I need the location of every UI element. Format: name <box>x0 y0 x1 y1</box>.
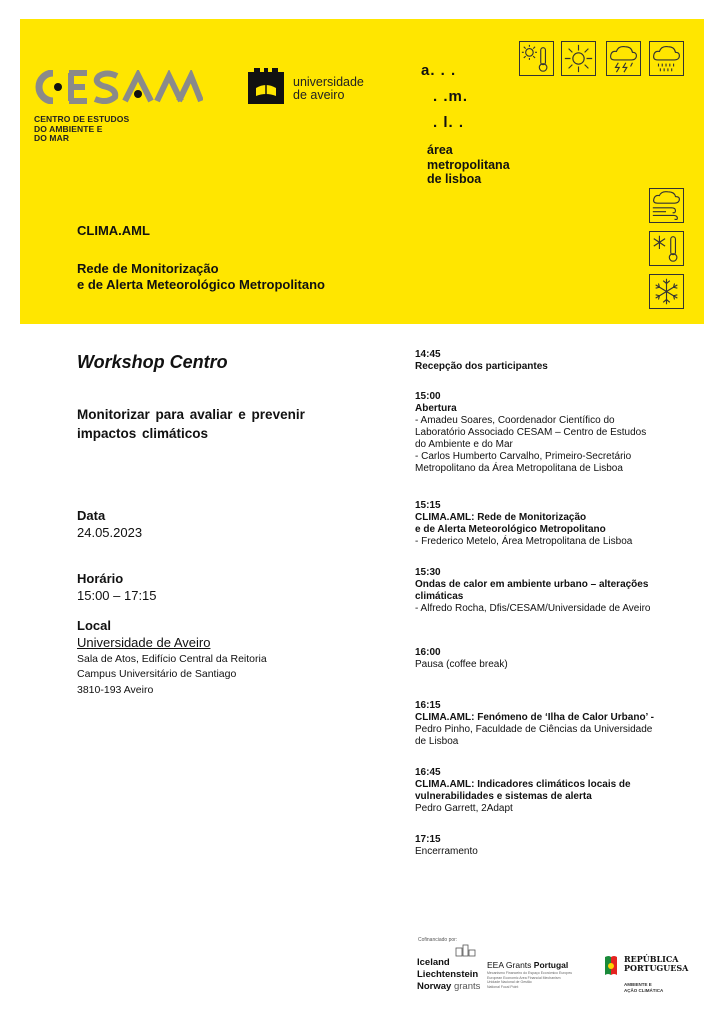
agenda-time: 17:15 <box>415 834 441 845</box>
wind-cloud-icon <box>649 188 684 223</box>
date-value: 24.05.2023 <box>77 525 143 540</box>
aml-name-line: área <box>427 143 453 157</box>
ministry-label <box>624 982 663 993</box>
time-label: Horário <box>77 571 124 586</box>
ministry-line: AÇÃO CLIMÁTICA <box>624 987 664 993</box>
eea-country: Portugal <box>533 960 569 970</box>
agenda-time: 16:45 <box>415 767 441 778</box>
iceland-liechtenstein-norway-logo <box>417 957 480 993</box>
agenda-text: - Amadeu Soares, Coordenador Científico do <box>415 415 615 426</box>
agenda-time: 15:00 <box>415 391 441 402</box>
aml-logo-row: a. . . <box>421 62 457 79</box>
agenda-time: 16:15 <box>415 700 441 711</box>
agenda-item <box>415 647 690 671</box>
agenda-heading: vulnerabilidades e sistemas de alerta <box>415 791 592 802</box>
agenda-heading: e de Alerta Meteorológico Metropolitano <box>415 524 606 535</box>
agenda-item <box>415 834 690 858</box>
eea-small-line: National Focal Point <box>487 984 519 989</box>
ua-emblem-icon <box>246 66 286 106</box>
cesam-subtitle-line: DO AMBIENTE E <box>34 123 103 134</box>
cesam-logo <box>33 70 203 104</box>
location-name-link[interactable]: Universidade de Aveiro <box>77 635 211 650</box>
project-code: CLIMA.AML <box>77 223 150 238</box>
portuguese-flag-icon <box>603 955 619 977</box>
agenda-heading: CLIMA.AML: Fenómeno de ‘Ilha de Calor Urbano’ - <box>415 712 654 723</box>
agenda-heading: Ondas de calor em ambiente urbano – alterações <box>415 579 649 590</box>
project-title-line: e de Alerta Meteorológico Metropolitano <box>77 277 325 292</box>
agenda-text: de Lisboa <box>415 736 459 747</box>
agenda-text: Pausa (coffee break) <box>415 659 508 670</box>
snowflake-icon <box>649 274 684 309</box>
cesam-subtitle-line: CENTRO DE ESTUDOS <box>34 114 130 124</box>
workshop-subtitle: Monitorizar para avaliar e prevenir impactos climáticos <box>77 407 305 441</box>
eea-small-line: European Economic Area Financial Mechanism <box>487 975 561 980</box>
agenda-text: do Ambiente e do Mar <box>415 439 513 450</box>
aml-name-line: de lisboa <box>427 172 482 186</box>
agenda-text: - Carlos Humberto Carvalho, Primeiro-Secretário <box>415 451 632 462</box>
ua-line: de aveiro <box>293 88 345 102</box>
financed-label: Cofinanciado por: <box>418 937 458 943</box>
date-label: Data <box>77 508 106 523</box>
donor-country: Iceland <box>417 957 450 968</box>
agenda-item <box>415 767 690 815</box>
ua-line: universidade <box>293 75 364 89</box>
cesam-subtitle <box>34 115 129 144</box>
cesam-subtitle-line: DO MAR <box>34 133 70 143</box>
eea-small-line: Unidade Nacional de Gestão <box>487 980 532 984</box>
location-label: Local <box>77 618 111 633</box>
republic-line: REPÚBLICA <box>624 954 679 964</box>
aml-name-line: metropolitana <box>427 157 510 172</box>
agenda-heading: Abertura <box>415 403 457 414</box>
agenda-text: Laboratório Associado CESAM – Centro de Estudos <box>415 427 647 438</box>
republic-line: PORTUGUESA <box>624 963 689 973</box>
agenda-text: Pedro Pinho, Faculdade de Ciências da Universidade <box>415 724 653 735</box>
location-line: Campus Universitário de Santiago <box>77 668 237 680</box>
agenda-heading: Recepção dos participantes <box>415 361 548 372</box>
thermometer-hot-icon <box>519 41 554 76</box>
agenda-time: 16:00 <box>415 647 441 658</box>
sun-icon <box>561 41 596 76</box>
donor-country: Liechtenstein <box>417 969 479 980</box>
aml-logo-row: . l. . <box>433 114 465 131</box>
aml-name <box>427 143 510 187</box>
eea-small-print <box>487 971 577 989</box>
agenda-text: Encerramento <box>415 846 478 857</box>
agenda-item <box>415 391 690 475</box>
agenda-heading: climáticas <box>415 591 464 602</box>
republica-portuguesa <box>624 955 688 973</box>
eea-prefix: EEA Grants <box>487 960 532 970</box>
workshop-title: Workshop Centro <box>77 352 228 372</box>
project-title <box>77 261 325 293</box>
agenda-text: - Alfredo Rocha, Dfis/CESAM/Universidade de Aveiro <box>415 603 651 614</box>
ministry-line: AMBIENTE E <box>624 982 652 987</box>
agenda-heading: CLIMA.AML: Indicadores climáticos locais de <box>415 779 631 790</box>
eea-grants-portugal <box>487 960 568 970</box>
agenda-time: 15:30 <box>415 567 441 578</box>
agenda-item <box>415 700 690 748</box>
project-title-line: Rede de Monitorização <box>77 261 219 276</box>
aml-logo-row: . .m. <box>433 88 469 105</box>
eea-grants-icon <box>455 943 477 957</box>
cold-thermometer-icon <box>649 231 684 266</box>
agenda-item <box>415 567 690 615</box>
agenda-item <box>415 500 690 548</box>
agenda-heading: CLIMA.AML: Rede de Monitorização <box>415 512 587 523</box>
location-line: 3810-193 Aveiro <box>77 684 154 696</box>
eea-small-line: Mecanismo Financeiro do Espaço Económico Europeu <box>487 971 573 975</box>
agenda-time: 14:45 <box>415 349 441 360</box>
time-value: 15:00 – 17:15 <box>77 588 157 603</box>
donor-country: Norway <box>417 981 452 992</box>
agenda-text: - Frederico Metelo, Área Metropolitana de Lisboa <box>415 536 633 547</box>
ua-wordmark <box>293 76 364 102</box>
grants-word: grants <box>453 981 481 992</box>
agenda-text: Metropolitano da Área Metropolitana de Lisboa <box>415 463 623 474</box>
agenda-time: 15:15 <box>415 500 441 511</box>
storm-cloud-icon <box>606 41 641 76</box>
location-line: Sala de Atos, Edifício Central da Reitoria <box>77 653 267 665</box>
agenda-item <box>415 349 690 373</box>
rain-cloud-icon <box>649 41 684 76</box>
agenda-text: Pedro Garrett, 2Adapt <box>415 803 513 814</box>
